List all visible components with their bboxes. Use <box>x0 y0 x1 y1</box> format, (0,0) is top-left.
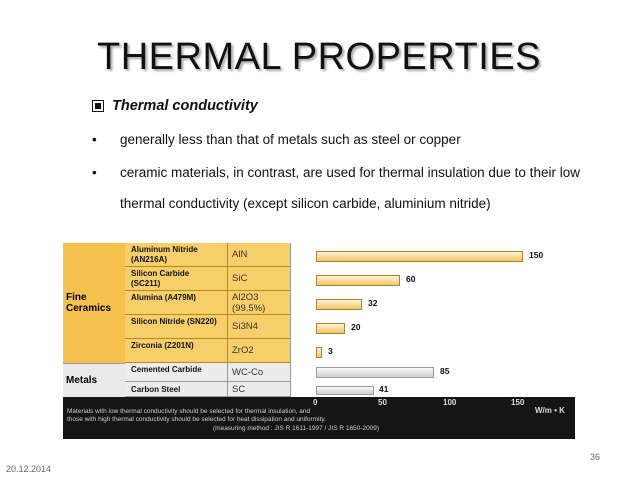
axis-tick: 150 <box>511 398 525 407</box>
material-symbol: AlN <box>227 243 290 266</box>
figure-footnote: those with high thermal conductivity should be selected for heat dissipation and uniformity. <box>67 416 326 423</box>
material-name: Silicon Nitride (SN220) <box>131 317 217 326</box>
material-symbol: WC-Co <box>227 363 290 381</box>
axis-tick: 50 <box>378 398 387 407</box>
bar-carbon-steel <box>316 386 374 395</box>
bar-silicon-carbide <box>316 275 400 286</box>
bullet-item <box>92 132 632 147</box>
thermal-conductivity-figure <box>63 243 575 439</box>
material-row <box>125 291 290 315</box>
material-symbol: SC <box>227 382 290 396</box>
page-number: 36 <box>590 452 601 462</box>
bullet-dot-icon: • <box>92 132 97 147</box>
axis-unit: W/m • K <box>535 406 565 415</box>
slide-date: 20.12.2014 <box>6 464 52 474</box>
material-name: Aluminum Nitride (AN216A) <box>131 245 198 264</box>
axis-tick: 0 <box>313 398 318 407</box>
value-label: 85 <box>440 366 450 376</box>
bar-plot-area <box>290 243 576 397</box>
material-symbol: ZrO2 <box>227 339 290 362</box>
figure-footer <box>63 397 575 439</box>
bar-zirconia <box>316 347 322 358</box>
material-row <box>125 315 290 339</box>
bar-cemented-carbide <box>316 367 434 378</box>
category-metals: Metals <box>63 363 125 397</box>
figure-footnote: (measuring method : JIS R 1611-1997 / JIS R 1650-2009) <box>213 425 380 432</box>
bullet-item <box>92 165 632 180</box>
bullet-list <box>92 98 632 211</box>
slide-title: THERMAL PROPERTIES <box>97 36 541 78</box>
material-symbol: Si3N4 <box>227 315 290 338</box>
category-fine-ceramics: Fine Ceramics <box>63 243 125 363</box>
material-name: Zirconia (Z201N) <box>131 341 194 350</box>
figure-footnote: Materials with low thermal conductivity should be selected for thermal insulation, and <box>67 408 311 415</box>
heading-text: Thermal conductivity <box>112 98 258 114</box>
value-label: 32 <box>368 298 378 308</box>
value-label: 20 <box>351 322 361 332</box>
material-name: Carbon Steel <box>131 385 181 394</box>
bullet-text: generally less than that of metals such as steel or copper <box>120 132 461 147</box>
bar-alumina <box>316 299 362 310</box>
material-name: Silicon Carbide (SC211) <box>131 269 190 288</box>
value-label: 150 <box>529 250 544 260</box>
checkbox-bullet-icon <box>92 100 104 112</box>
bullet-dot-icon: • <box>92 165 97 180</box>
material-name: Cemented Carbide <box>131 365 202 374</box>
material-row <box>125 243 290 267</box>
material-symbol: Al2O3 (99.5%) <box>227 291 290 314</box>
bullet-text: ceramic materials, in contrast, are used for thermal insulation due to their low <box>120 165 580 180</box>
bar-aluminum-nitride <box>316 251 523 262</box>
material-row <box>125 267 290 291</box>
material-name: Alumina (A479M) <box>131 293 196 302</box>
value-label: 41 <box>379 384 389 394</box>
axis-tick: 100 <box>443 398 457 407</box>
bullet-heading <box>92 98 632 114</box>
material-row <box>125 339 290 363</box>
material-symbol: SiC <box>227 267 290 290</box>
bar-silicon-nitride <box>316 323 345 334</box>
bullet-continuation: thermal conductivity (except silicon carbide, aluminium nitride) <box>120 196 491 211</box>
value-label: 3 <box>328 346 333 356</box>
value-label: 60 <box>406 274 416 284</box>
material-row <box>125 363 290 382</box>
material-row <box>125 382 290 397</box>
